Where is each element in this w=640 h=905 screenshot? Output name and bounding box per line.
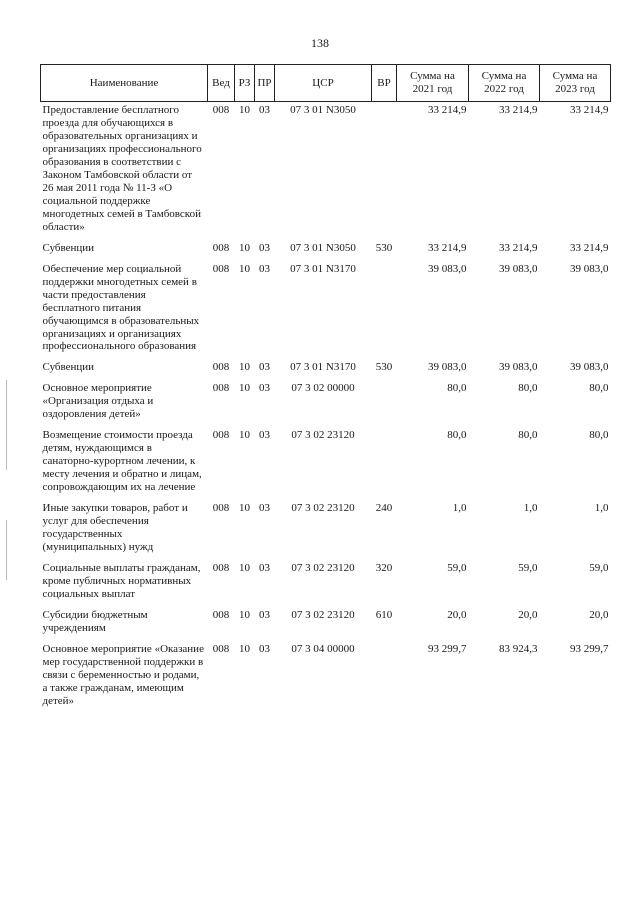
row-sum-2021: 93 299,7 [428, 642, 467, 655]
table-row [41, 560, 611, 607]
page-number: 138 [311, 36, 329, 50]
row-vr: 610 [375, 608, 393, 621]
row-rz: 10 [239, 361, 250, 374]
row-name: Социальные выплаты гражданам, кроме публичных нормативных социальных выплат [42, 562, 201, 600]
table-row [41, 261, 611, 360]
row-sum-2022: 39 083,0 [499, 361, 538, 374]
row-name: Обеспечение мер социальной поддержки многодетных семей в части предоставления бесплатного питания обучающимся в образовательных организациях и организациях профессионального образования [42, 262, 200, 353]
row-pr: 03 [259, 642, 270, 655]
row-name: Субвенции [42, 241, 95, 254]
row-sum-2022: 39 083,0 [499, 262, 538, 275]
table-body [41, 102, 611, 714]
row-rz: 10 [239, 502, 250, 515]
row-pr: 03 [259, 361, 270, 374]
table-row [41, 240, 611, 261]
row-csr: 07 3 02 23120 [291, 608, 355, 621]
row-ved: 008 [212, 262, 230, 275]
header-sum-2023: Сумма на 2023 год [540, 65, 611, 102]
row-rz: 10 [239, 382, 250, 395]
row-rz: 10 [239, 429, 250, 442]
row-ved: 008 [212, 502, 230, 515]
row-vr: 320 [375, 562, 393, 575]
row-vr: 240 [375, 502, 393, 515]
row-vr [372, 261, 397, 360]
row-pr: 03 [259, 241, 270, 254]
row-sum-2021: 80,0 [447, 429, 467, 442]
row-vr [372, 380, 397, 427]
budget-table [40, 64, 611, 714]
row-vr [372, 427, 397, 500]
row-pr: 03 [259, 382, 270, 395]
row-sum-2023: 59,0 [589, 562, 609, 575]
row-pr: 03 [259, 502, 270, 515]
row-name: Предоставление бесплатного проезда для обучающихся в образовательных организациях и организациях профессионального образования в соответствии с Законом Тамбовской области от 26 мая 2011 года № 11-З «О социальной поддержке многодетных семей в Тамбовской области» [42, 104, 202, 233]
row-sum-2021: 39 083,0 [428, 361, 467, 374]
row-csr: 07 3 02 23120 [291, 502, 355, 515]
table-row [41, 607, 611, 641]
row-sum-2022: 1,0 [523, 502, 538, 515]
row-ved: 008 [212, 382, 230, 395]
row-sum-2021: 59,0 [447, 562, 467, 575]
row-ved: 008 [212, 608, 230, 621]
row-pr: 03 [259, 429, 270, 442]
row-ved: 008 [212, 241, 230, 254]
table-row [41, 380, 611, 427]
row-sum-2021: 1,0 [452, 502, 467, 515]
header-rz: РЗ [235, 65, 255, 102]
header-name: Наименование [41, 65, 208, 102]
row-sum-2022: 33 214,9 [499, 241, 538, 254]
row-name: Субсидии бюджетным учреждениям [42, 608, 148, 634]
row-sum-2021: 39 083,0 [428, 262, 467, 275]
row-vr [372, 641, 397, 714]
row-csr: 07 3 01 N3170 [290, 361, 356, 374]
row-sum-2022: 20,0 [518, 608, 538, 621]
row-sum-2021: 33 214,9 [428, 241, 467, 254]
row-csr: 07 3 02 23120 [291, 429, 355, 442]
header-vr: ВР [372, 65, 397, 102]
scan-margin-line [6, 520, 7, 580]
row-ved: 008 [212, 562, 230, 575]
row-sum-2023: 1,0 [594, 502, 609, 515]
row-pr: 03 [259, 262, 270, 275]
row-rz: 10 [239, 241, 250, 254]
row-pr: 03 [259, 608, 270, 621]
row-csr: 07 3 01 N3050 [290, 104, 356, 116]
row-name: Иные закупки товаров, работ и услуг для обеспечения государственных (муниципальных) нужд [42, 502, 188, 554]
row-name: Возмещение стоимости проезда детям, нуждающимся в санаторно-курортном лечении, к месту лечения и обратно и лицам, сопровождающим их на лечение [42, 429, 202, 494]
row-sum-2022: 80,0 [518, 429, 538, 442]
row-csr: 07 3 04 00000 [291, 642, 355, 655]
row-rz: 10 [239, 104, 250, 116]
table-header [41, 65, 611, 102]
row-sum-2021: 33 214,9 [428, 104, 467, 116]
row-ved: 008 [212, 104, 230, 116]
row-sum-2022: 59,0 [518, 562, 538, 575]
table-row [41, 500, 611, 560]
row-vr: 530 [375, 361, 393, 374]
row-rz: 10 [239, 562, 250, 575]
row-rz: 10 [239, 642, 250, 655]
header-ved: Вед [208, 65, 235, 102]
table-row [41, 359, 611, 380]
row-sum-2023: 93 299,7 [570, 642, 609, 655]
table-row [41, 641, 611, 714]
row-name: Основное мероприятие «Организация отдыха и оздоровления детей» [42, 382, 154, 421]
scan-margin-line [6, 380, 7, 470]
row-pr: 03 [259, 562, 270, 575]
row-ved: 008 [212, 361, 230, 374]
row-name: Основное мероприятие «Оказание мер государственной поддержки в связи с беременностью и родами, а также гражданам, имеющим детей» [42, 642, 204, 707]
row-vr [372, 102, 397, 240]
row-csr: 07 3 01 N3170 [290, 262, 356, 275]
row-sum-2023: 80,0 [589, 382, 609, 395]
row-sum-2021: 20,0 [447, 608, 467, 621]
header-sum-2021: Сумма на 2021 год [397, 65, 469, 102]
table-row [41, 102, 611, 240]
row-csr: 07 3 02 00000 [291, 382, 355, 395]
row-rz: 10 [239, 262, 250, 275]
row-sum-2022: 80,0 [518, 382, 538, 395]
row-csr: 07 3 01 N3050 [290, 241, 356, 254]
row-csr: 07 3 02 23120 [291, 562, 355, 575]
header-sum-2022: Сумма на 2022 год [469, 65, 540, 102]
row-sum-2023: 39 083,0 [570, 361, 609, 374]
row-sum-2023: 33 214,9 [570, 241, 609, 254]
row-sum-2023: 33 214,9 [570, 104, 609, 116]
header-csr: ЦСР [275, 65, 372, 102]
row-ved: 008 [212, 429, 230, 442]
row-sum-2022: 33 214,9 [499, 104, 538, 116]
row-sum-2022: 83 924,3 [499, 642, 538, 655]
row-name: Субвенции [42, 361, 95, 374]
row-rz: 10 [239, 608, 250, 621]
row-vr: 530 [375, 241, 393, 254]
row-sum-2021: 80,0 [447, 382, 467, 395]
row-sum-2023: 80,0 [589, 429, 609, 442]
row-sum-2023: 20,0 [589, 608, 609, 621]
header-pr: ПР [255, 65, 275, 102]
row-sum-2023: 39 083,0 [570, 262, 609, 275]
table-row [41, 427, 611, 500]
row-pr: 03 [259, 104, 270, 116]
row-ved: 008 [212, 642, 230, 655]
